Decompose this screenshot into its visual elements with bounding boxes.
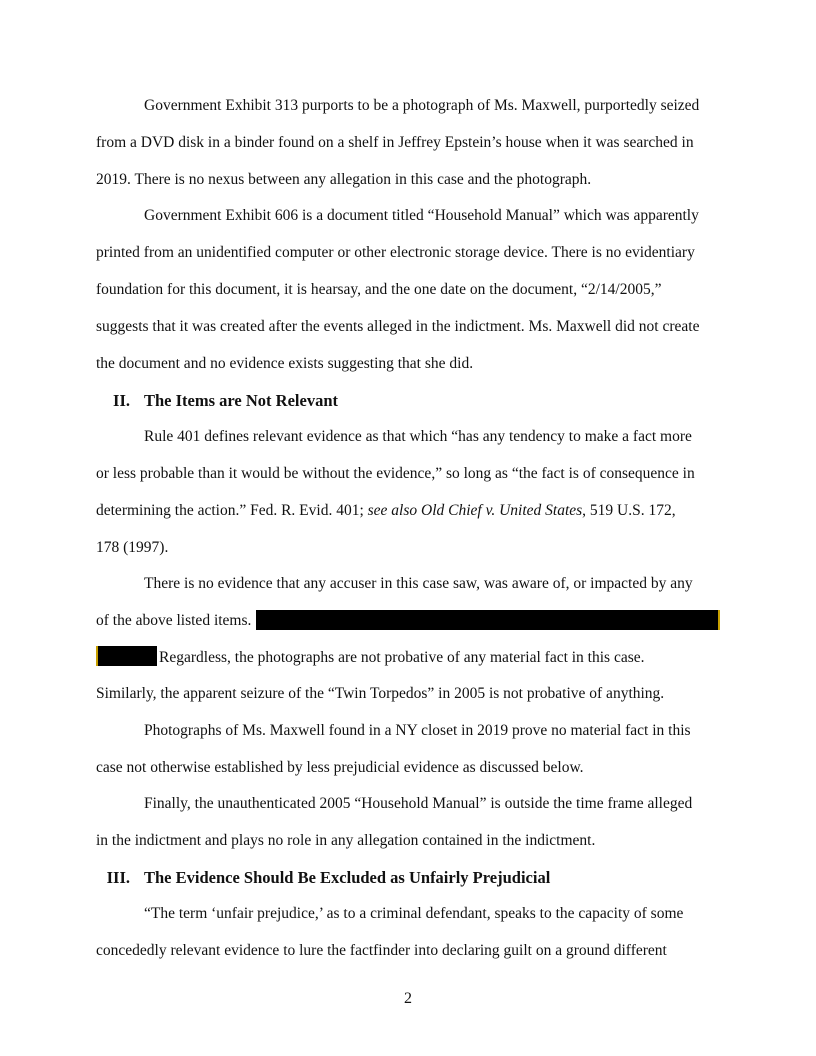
- redaction-bar: [96, 646, 157, 666]
- paragraph-line: 178 (1997).: [96, 539, 169, 556]
- paragraph-line: Government Exhibit 606 is a document titled “Household Manual” which was apparently: [144, 207, 699, 224]
- paragraph-line: [96, 501, 676, 521]
- paragraph-line: or less probable than it would be without the evidence,” so long as “the fact is of consequence in: [96, 465, 695, 482]
- paragraph-line: printed from an unidentified computer or other electronic storage device. There is no evidentiary: [96, 244, 695, 261]
- paragraph-line: of the above listed items.: [96, 612, 252, 629]
- paragraph-line: Regardless, the photographs are not probative of any material fact in this case.: [159, 649, 645, 666]
- paragraph-line: case not otherwise established by less prejudicial evidence as discussed below.: [96, 759, 584, 776]
- section-number: III.: [106, 868, 130, 887]
- section-heading: The Items are Not Relevant: [144, 391, 338, 410]
- paragraph-line: Similarly, the apparent seizure of the “Twin Torpedos” in 2005 is not probative of anything.: [96, 685, 665, 702]
- paragraph-line: Government Exhibit 313 purports to be a photograph of Ms. Maxwell, purportedly seized: [144, 97, 700, 114]
- paragraph-line: Photographs of Ms. Maxwell found in a NY closet in 2019 prove no material fact in this: [144, 722, 691, 739]
- paragraph-line: foundation for this document, it is hearsay, and the one date on the document, “2/14/2005,”: [96, 281, 662, 298]
- paragraph-line: 2019. There is no nexus between any allegation in this case and the photograph.: [96, 171, 592, 188]
- paragraph-line: the document and no evidence exists suggesting that she did.: [96, 355, 474, 372]
- paragraph-line: concededly relevant evidence to lure the factfinder into declaring guilt on a ground different: [96, 942, 667, 959]
- paragraph-line: suggests that it was created after the events alleged in the indictment. Ms. Maxwell did not create: [96, 318, 700, 335]
- paragraph-line: There is no evidence that any accuser in this case saw, was aware of, or impacted by any: [144, 575, 693, 592]
- page-number: 2: [404, 990, 412, 1007]
- text-run: , 519 U.S. 172,: [582, 502, 676, 519]
- section-heading: The Evidence Should Be Excluded as Unfairly Prejudicial: [144, 868, 551, 887]
- section-number: II.: [113, 391, 130, 410]
- paragraph-line: from a DVD disk in a binder found on a shelf in Jeffrey Epstein’s house when it was searched in: [96, 134, 694, 151]
- case-citation: see also Old Chief v. United States: [367, 502, 583, 519]
- redaction-bar: [256, 610, 720, 630]
- paragraph-line: in the indictment and plays no role in any allegation contained in the indictment.: [96, 832, 596, 849]
- paragraph-line: Finally, the unauthenticated 2005 “Household Manual” is outside the time frame alleged: [144, 795, 693, 812]
- paragraph-line: Rule 401 defines relevant evidence as that which “has any tendency to make a fact more: [144, 428, 692, 445]
- text-run: determining the action.” Fed. R. Evid. 401;: [96, 502, 368, 519]
- paragraph-line: “The term ‘unfair prejudice,’ as to a criminal defendant, speaks to the capacity of some: [144, 905, 684, 922]
